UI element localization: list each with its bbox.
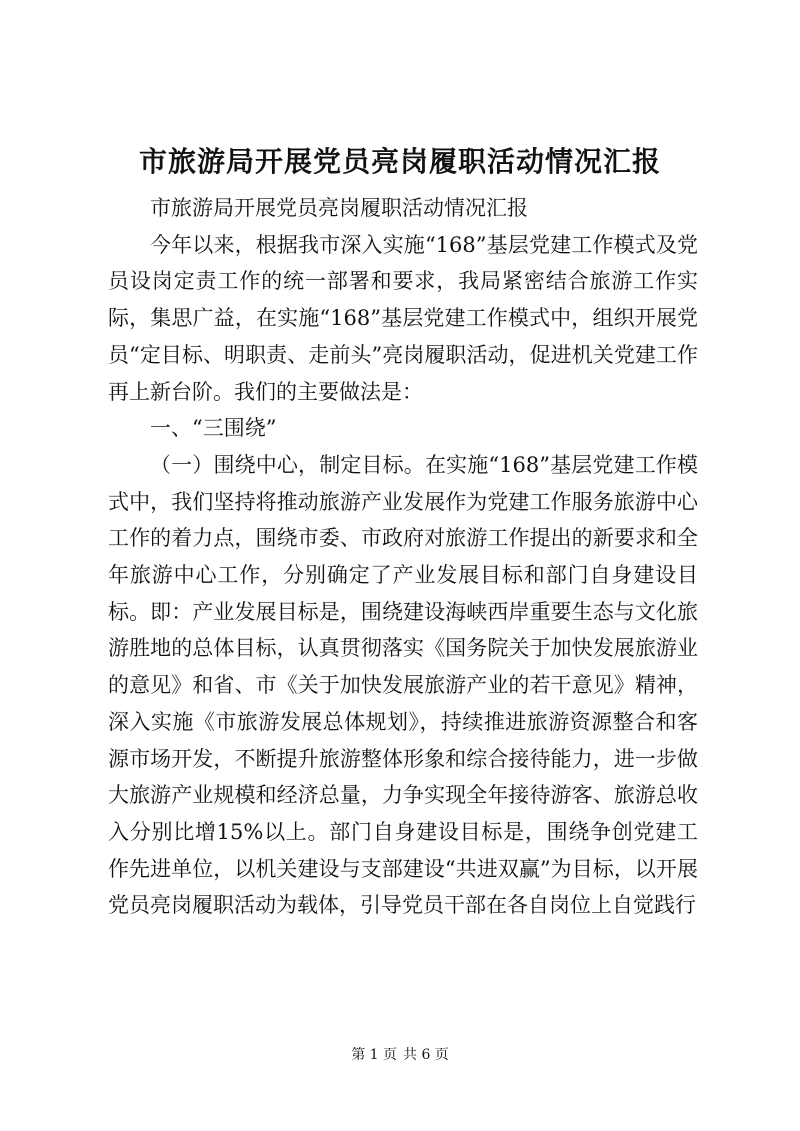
document-title: 市旅游局开展党员亮岗履职活动情况汇报 bbox=[138, 145, 661, 178]
page-footer bbox=[0, 1045, 800, 1065]
page-total: 共 6 页 bbox=[403, 1047, 449, 1063]
body-paragraph: （一）围绕中心，制定目标。在实施“168”基层党建工作模式中，我们坚持将推动旅游产业发展作为党建工作服务旅游中心工作的着力点，围绕市委、市政府对旅游工作提出的新要求和全年旅游中心工作，分别确定了产业发展目标和部门自身建设目标。即：产业发展目标是，围绕建设海峡西岸重要生态与文化旅游胜地的总体目标，认真贯彻落实《国务院关于加快发展旅游业的意见》和省、市《关于加快发展旅游产业的若干意见》精神，深入实施《市旅游发展总体规划》，持续推进旅游资源整合和客源市场开发，不断提升旅游整体形象和综合接待能力，进一步做大旅游产业规模和经济总量，力争实现全年接待游客、旅游总收入分别比增15%以上。部门自身建设目标是，围绕争创党建工作先进单位，以机关建设与支部建设“共进双赢”为目标，以开展党员亮岗履职活动为载体，引导党员干部在各自岗位上自觉践行 bbox=[108, 452, 698, 918]
page-number: 第 1 页 bbox=[351, 1047, 397, 1063]
intro-paragraph: 今年以来，根据我市深入实施“168”基层党建工作模式及党员设岗定责工作的统一部署和要求，我局紧密结合旅游工作实际，集思广益，在实施“168”基层党建工作模式中，组织开展党员“定目标、明职责、走前头”亮岗履职活动，促进机关党建工作再上新台阶。我们的主要做法是： bbox=[108, 232, 698, 404]
document-body bbox=[108, 190, 698, 924]
subtitle-paragraph: 市旅游局开展党员亮岗履职活动情况汇报 bbox=[150, 196, 528, 220]
section-heading: 一、“三围绕” bbox=[150, 416, 277, 441]
